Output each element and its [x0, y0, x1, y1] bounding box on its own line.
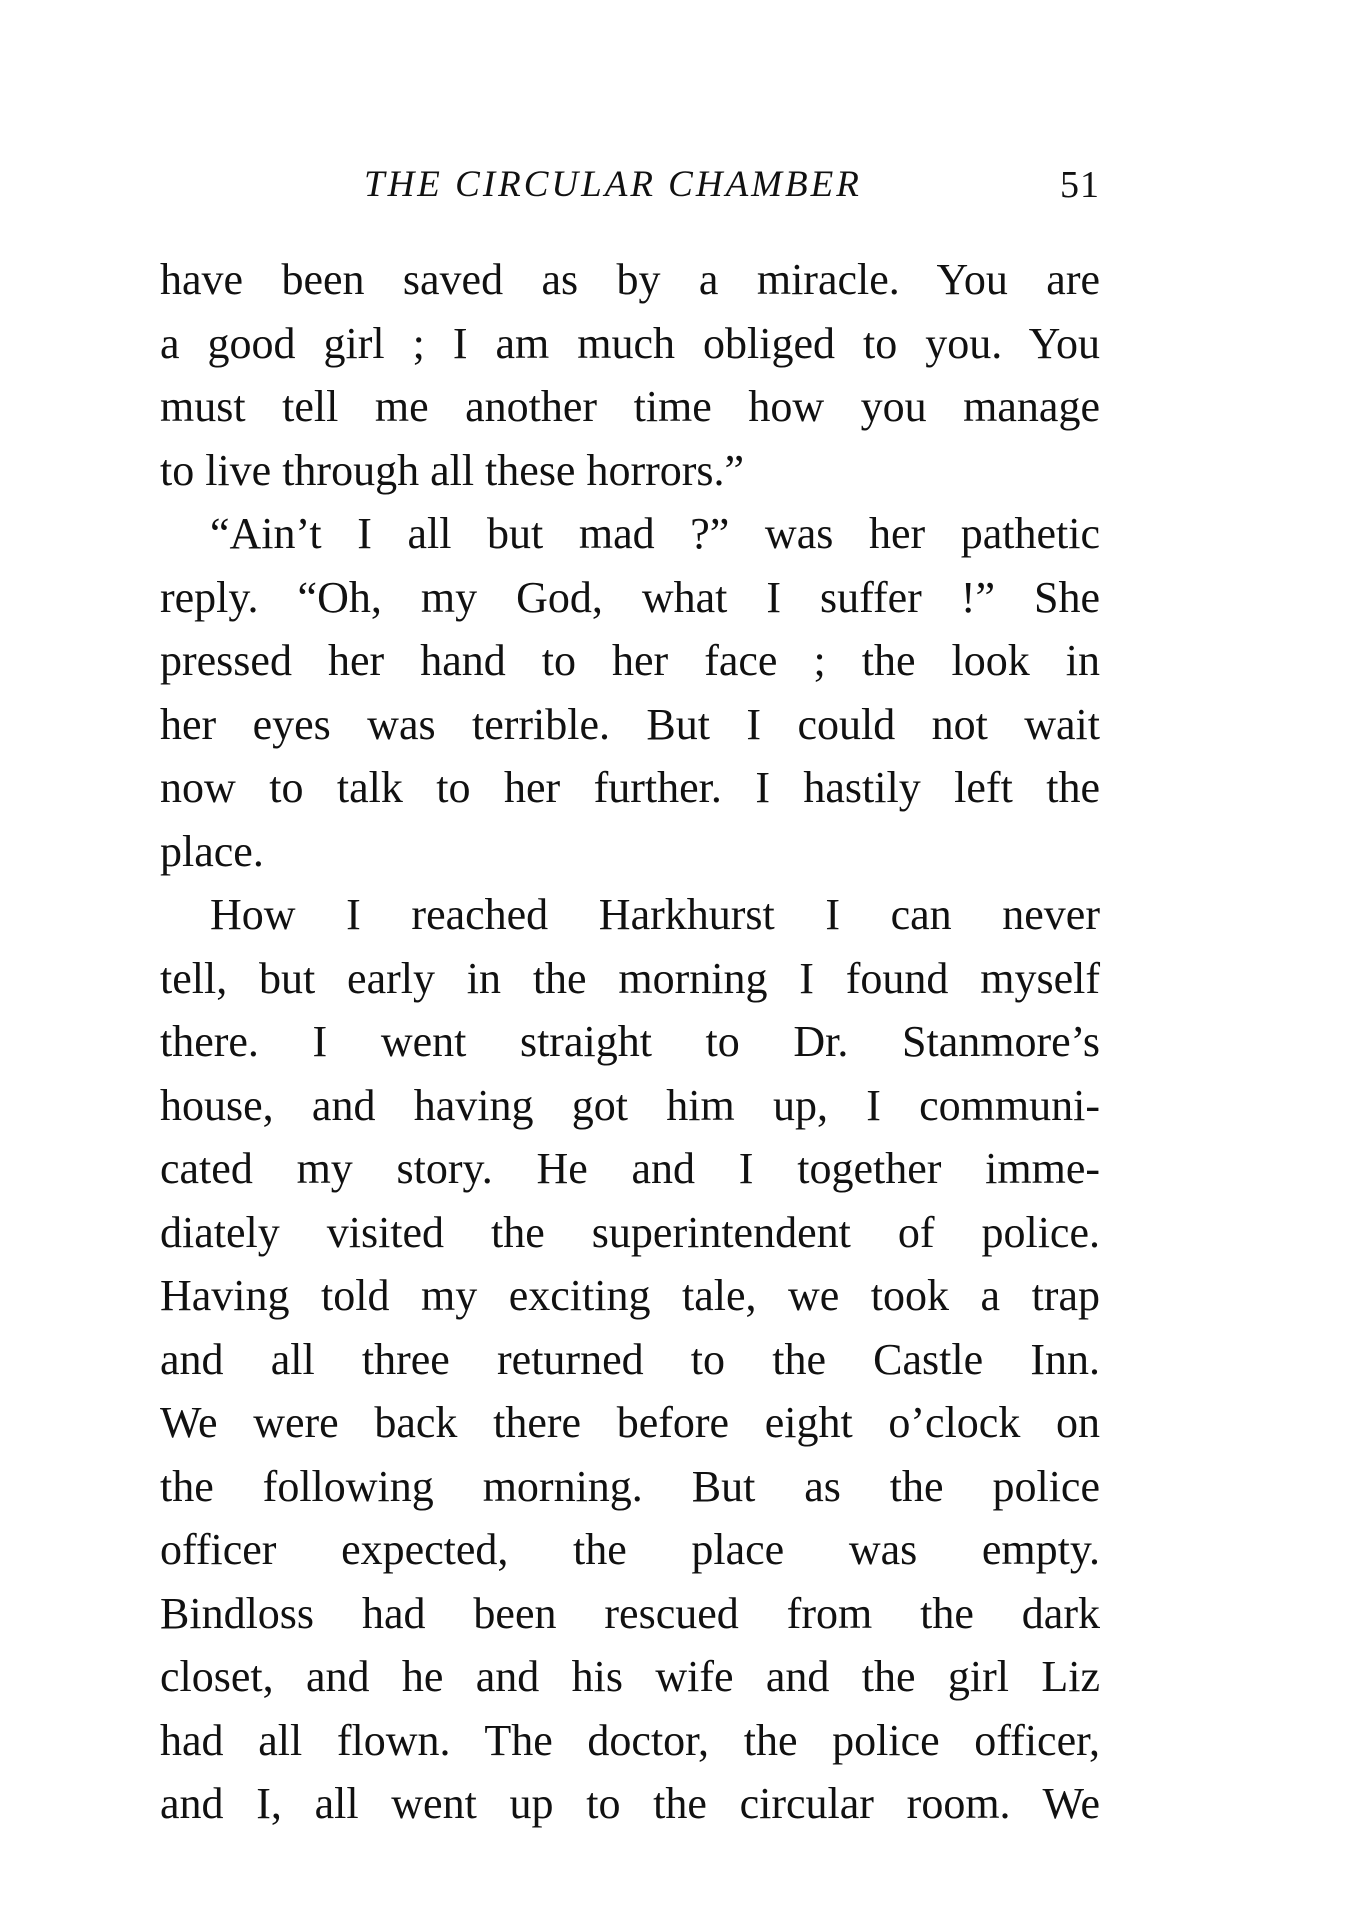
text-line: cated my story. He and I together imme-: [160, 1144, 1100, 1193]
text-line: house, and having got him up, I communi-: [160, 1080, 1100, 1130]
text-line: her eyes was terrible. But I could not wait: [160, 699, 1100, 749]
text-line: We were back there before eight o’clock on: [160, 1398, 1100, 1447]
text-line: and I, all went up to the circular room. We: [160, 1779, 1100, 1828]
body-text: [160, 248, 1100, 1836]
text-line: and all three returned to the Castle Inn.: [160, 1334, 1100, 1384]
running-head: [160, 160, 1100, 210]
text-line: “Ain’t I all but mad ?” was her pathetic: [210, 509, 1100, 558]
text-line: had all flown. The doctor, the police officer,: [160, 1715, 1100, 1765]
text-line: Having told my exciting tale, we took a trap: [160, 1271, 1100, 1320]
text-line: now to talk to her further. I hastily left the: [160, 763, 1100, 812]
text-line: officer expected, the place was empty.: [160, 1525, 1100, 1574]
text-line: closet, and he and his wife and the girl Liz: [160, 1652, 1100, 1701]
text-line: Bindloss had been rescued from the dark: [160, 1588, 1100, 1638]
text-line: a good girl ; I am much obliged to you. You: [160, 318, 1100, 368]
text-line: to live through all these horrors.”: [160, 445, 745, 495]
text-line: reply. “Oh, my God, what I suffer !” She: [160, 572, 1100, 622]
text-line: there. I went straight to Dr. Stanmore’s: [160, 1017, 1100, 1066]
text-line: must tell me another time how you manage: [160, 382, 1100, 431]
running-title: THE CIRCULAR CHAMBER: [364, 164, 862, 205]
text-line: the following morning. But as the police: [160, 1461, 1100, 1511]
text-line: pressed her hand to her face ; the look in: [160, 636, 1100, 685]
text-line: place.: [160, 826, 264, 876]
text-line: How I reached Harkhurst I can never: [210, 890, 1100, 939]
text-line: tell, but early in the morning I found myself: [160, 953, 1100, 1003]
text-line: diately visited the superintendent of police.: [160, 1207, 1100, 1257]
page-number: 51: [1060, 164, 1100, 206]
text-line: have been saved as by a miracle. You are: [160, 255, 1100, 304]
